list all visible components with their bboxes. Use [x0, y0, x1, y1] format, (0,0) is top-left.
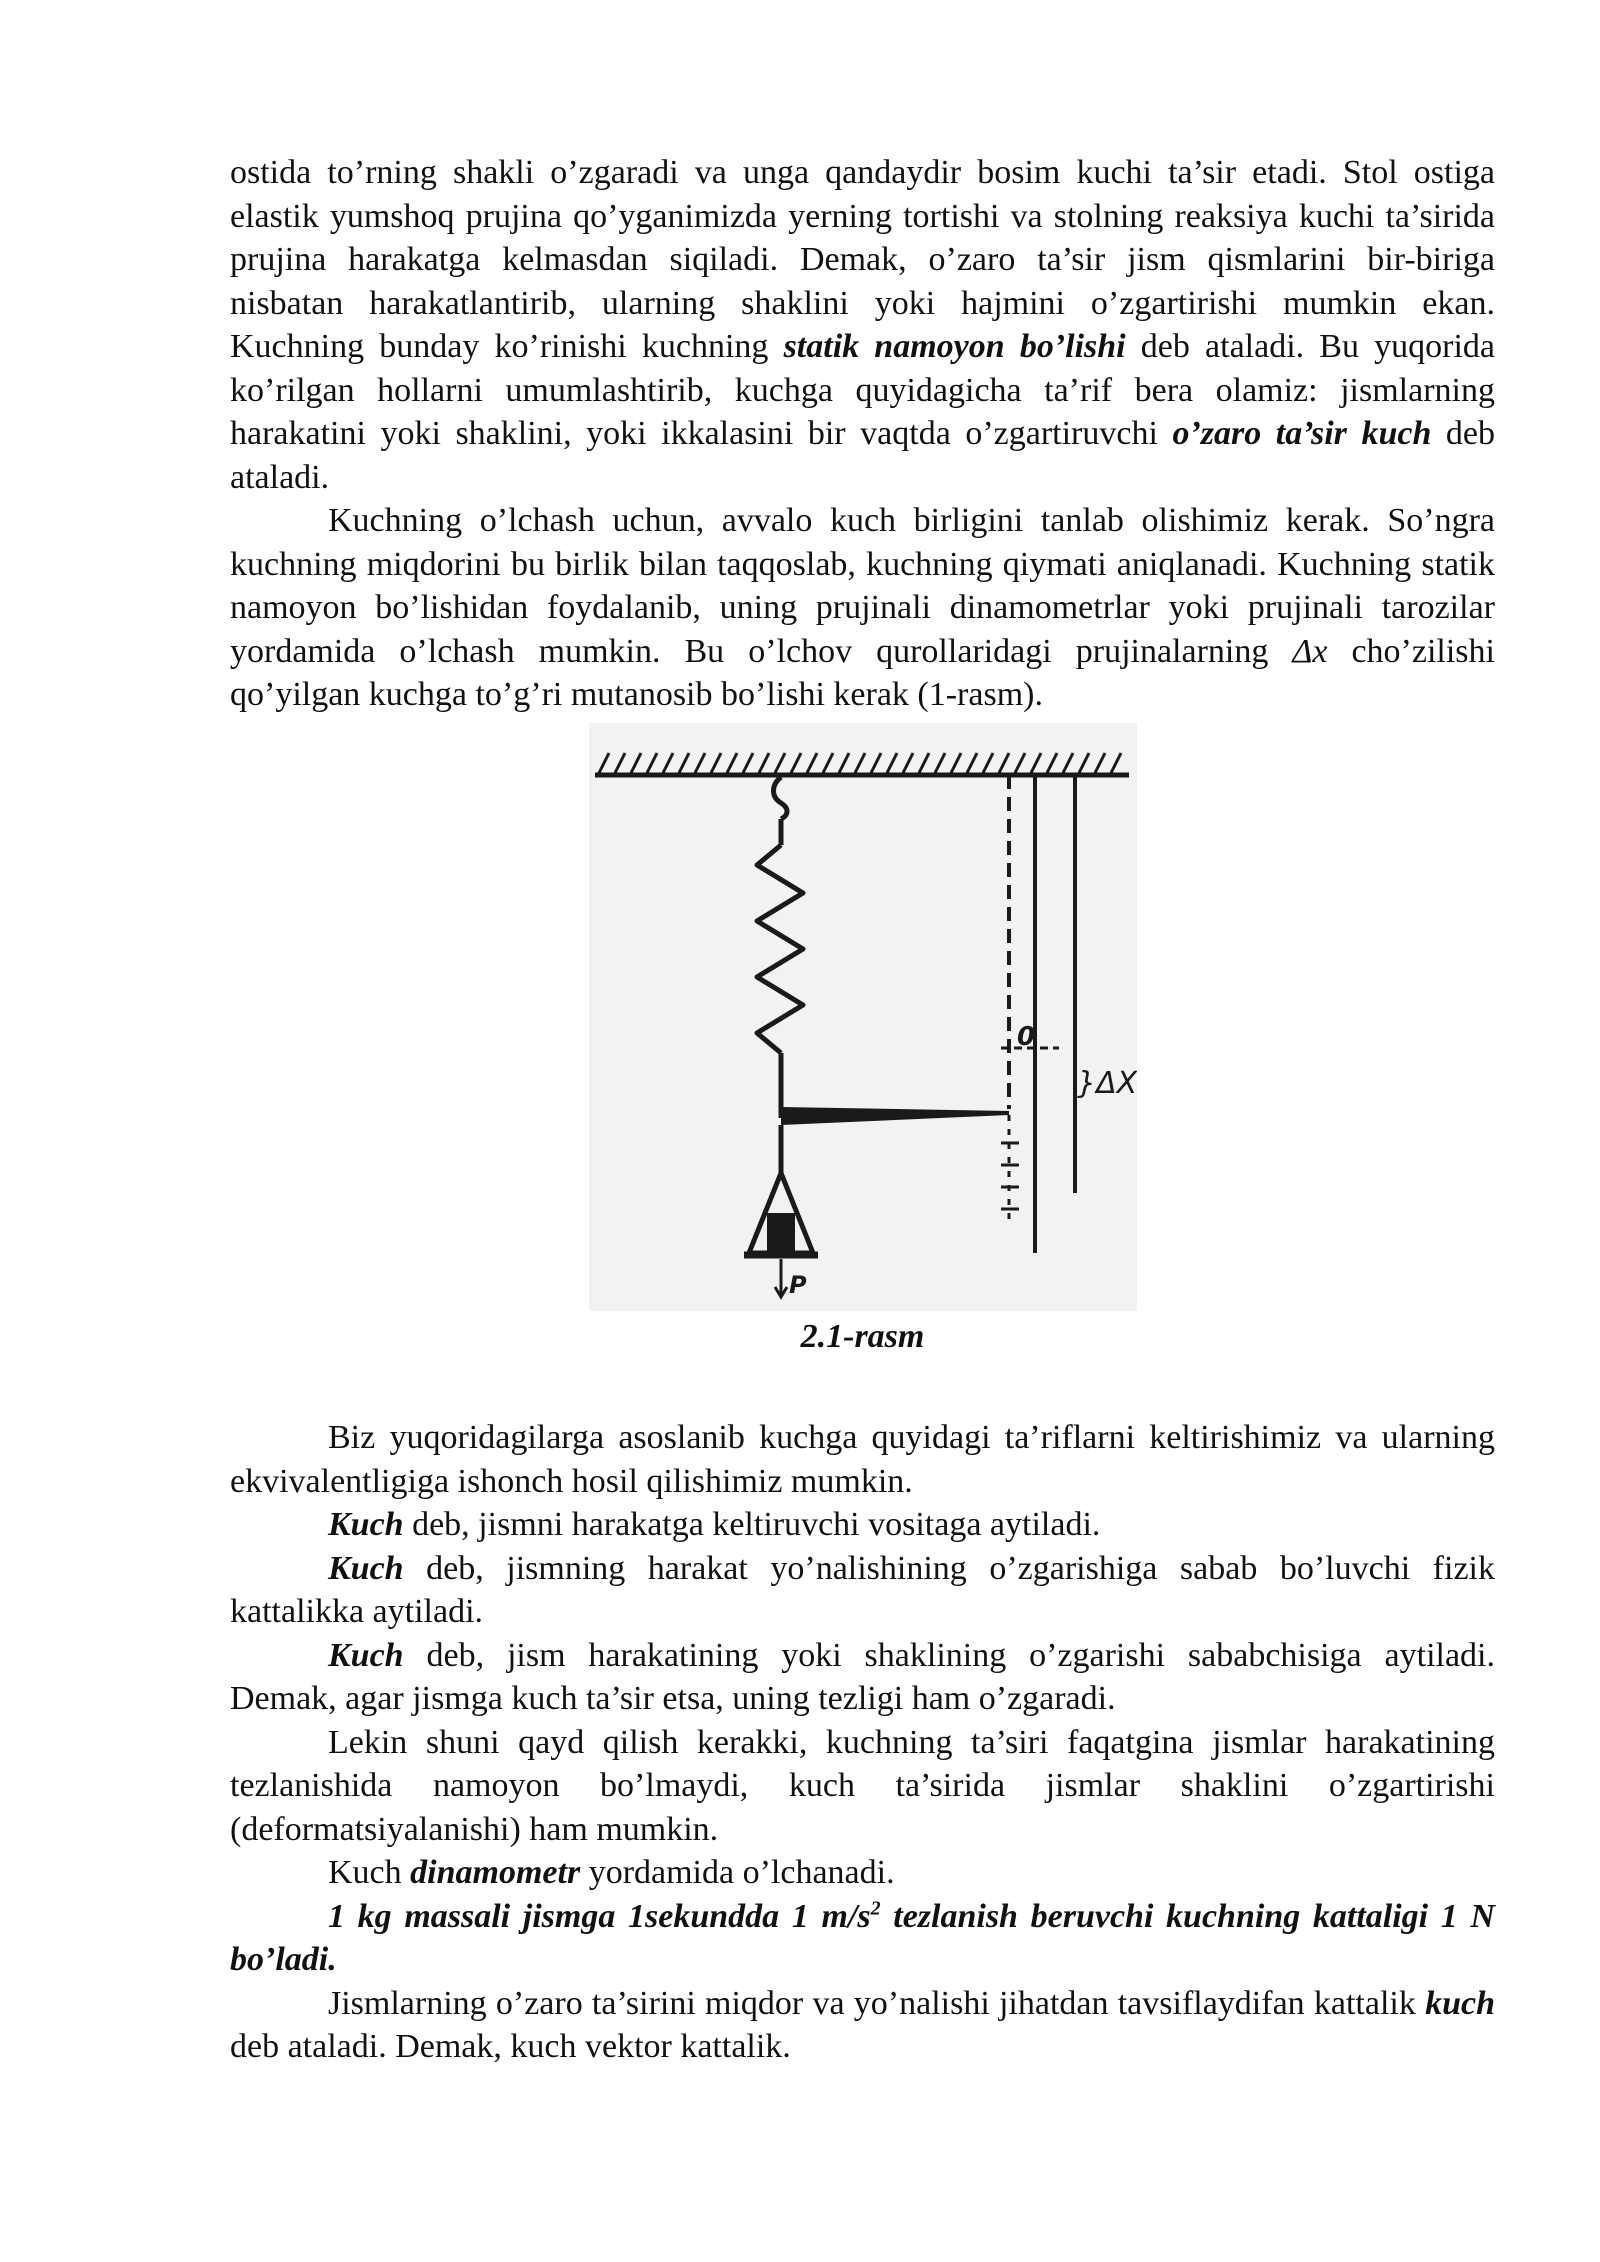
label-p: P: [788, 1270, 807, 1299]
text-run: Kuch: [328, 1854, 411, 1891]
label-zero: 0: [1016, 1021, 1035, 1052]
term-dinamometr: dinamometr: [410, 1854, 581, 1891]
delta-x-symbol: Δx: [1292, 632, 1328, 670]
paragraph-force-measurement: [230, 499, 1495, 717]
text-run: cho’zilishi qo’yilgan kuchga to’g’ri mutanosib bo’lishi kerak (1-rasm).: [230, 632, 1495, 713]
text-run: deb ataladi. Demak, kuch vektor kattalik.: [230, 2028, 791, 2065]
figure-spring-dynamometer: [230, 723, 1495, 1359]
paragraph-vector: [230, 1982, 1495, 2069]
text-run: tezlanish beruvchi kuchning kattaligi 1 N bo’ladi.: [230, 1897, 1495, 1978]
paragraph-definitions-intro: Biz yuqoridagilarga asoslanib kuchga quyidagi ta’riflarni keltirishimiz va ularning ekvivalentligiga ishonch hosil qilishimiz mumkin.: [230, 1419, 1495, 1500]
paragraph-newton-definition: [230, 1895, 1495, 1982]
paragraph-definition-3: [230, 1634, 1495, 1721]
text-run: deb, jism harakatining yoki shaklining o’zgarishi sababchisiga aytiladi. Demak, agar jismga kuch ta’sir etsa, uning tezligi ham o’zgaradi.: [230, 1636, 1495, 1717]
label-delta-x: }ΔX: [1076, 1065, 1137, 1101]
term-kuch: kuch: [1425, 1984, 1495, 2022]
text-run: Kuchning o’lchash uchun, avvalo kuch birligini tanlab olishimiz kerak. So’ngra kuchning miqdorini bu birlik bilan taqqoslab, kuchning qiymati aniqlanadi. Kuchning statik namoyon bo’lishidan foydalanib, uning prujinali dinamometrlar yoki prujinali tarozilar yordamida o’lchash mumkin. Bu o’lchov qurollaridagi prujinalarning: [230, 502, 1495, 670]
paragraph-deformation: Lekin shuni qayd qilish kerakki, kuchning ta’siri faqatgina jismlar harakatining tezlanishida namoyon bo’lmaydi, kuch ta’sirida jismlar shaklini o’zgartirishi (deformatsiyalanishi) ham mumkin.: [230, 1723, 1495, 1848]
paragraph-definition-1: [230, 1503, 1495, 1547]
term-kuch: Kuch: [328, 1549, 404, 1587]
figure-caption: 2.1-rasm: [800, 1317, 925, 1355]
document-page: [230, 151, 1495, 2069]
text-run: deb ataladi.: [230, 415, 1495, 496]
superscript-2: 2: [870, 1897, 881, 1920]
spring-dynamometer-diagram: [589, 723, 1137, 1311]
text-run: Jismlarning o’zaro ta’sirini miqdor va yo’nalishi jihatdan tavsiflaydifan kattalik: [328, 1984, 1426, 2022]
text-run: 1 kg massali jismga 1sekundda 1 m/s: [328, 1897, 871, 1935]
term-interaction-force: o’zaro ta’sir kuch: [1172, 415, 1432, 452]
paragraph-static-force: [230, 151, 1495, 499]
term-kuch: Kuch: [328, 1636, 404, 1674]
text-run: deb, jismning harakat yo’nalishining o’zgarishiga sabab bo’luvchi fizik kattalikka aytiladi.: [230, 1549, 1495, 1630]
text-run: deb, jismni harakatga keltiruvchi vositaga aytiladi.: [403, 1506, 1101, 1543]
text-run: yordamida o’lchanadi.: [580, 1854, 895, 1891]
text-run: deb ataladi. Bu yuqorida ko’rilgan hollarni umumlashtirib, kuchga quyidagicha ta’rif bera olamiz: jismlarning harakatini yoki shaklini, yoki ikkalasini bir vaqtda o’zgartiruvchi: [230, 328, 1495, 452]
text-run: ostida to’rning shakli o’zgaradi va unga qandaydir bosim kuchi ta’sir etadi. Stol ostiga elastik yumshoq prujina qo’yganimizda yerning tortishi va stolning reaksiya kuchi ta’sirida prujina harakatga kelmasdan siqiladi. Demak, o’zaro ta’sir jism qismlarini bir-biriga nisbatan harakatlantirib, ularning shaklini yoki hajmini o’zgartirishi mumkin ekan. Kuchning bunday ko’rinishi kuchning: [230, 154, 1495, 365]
term-static-manifestation: statik namoyon bo’lishi: [783, 328, 1126, 365]
paragraph-definition-2: [230, 1547, 1495, 1634]
term-kuch: Kuch: [328, 1506, 404, 1543]
paragraph-dynamometer: [230, 1851, 1495, 1895]
